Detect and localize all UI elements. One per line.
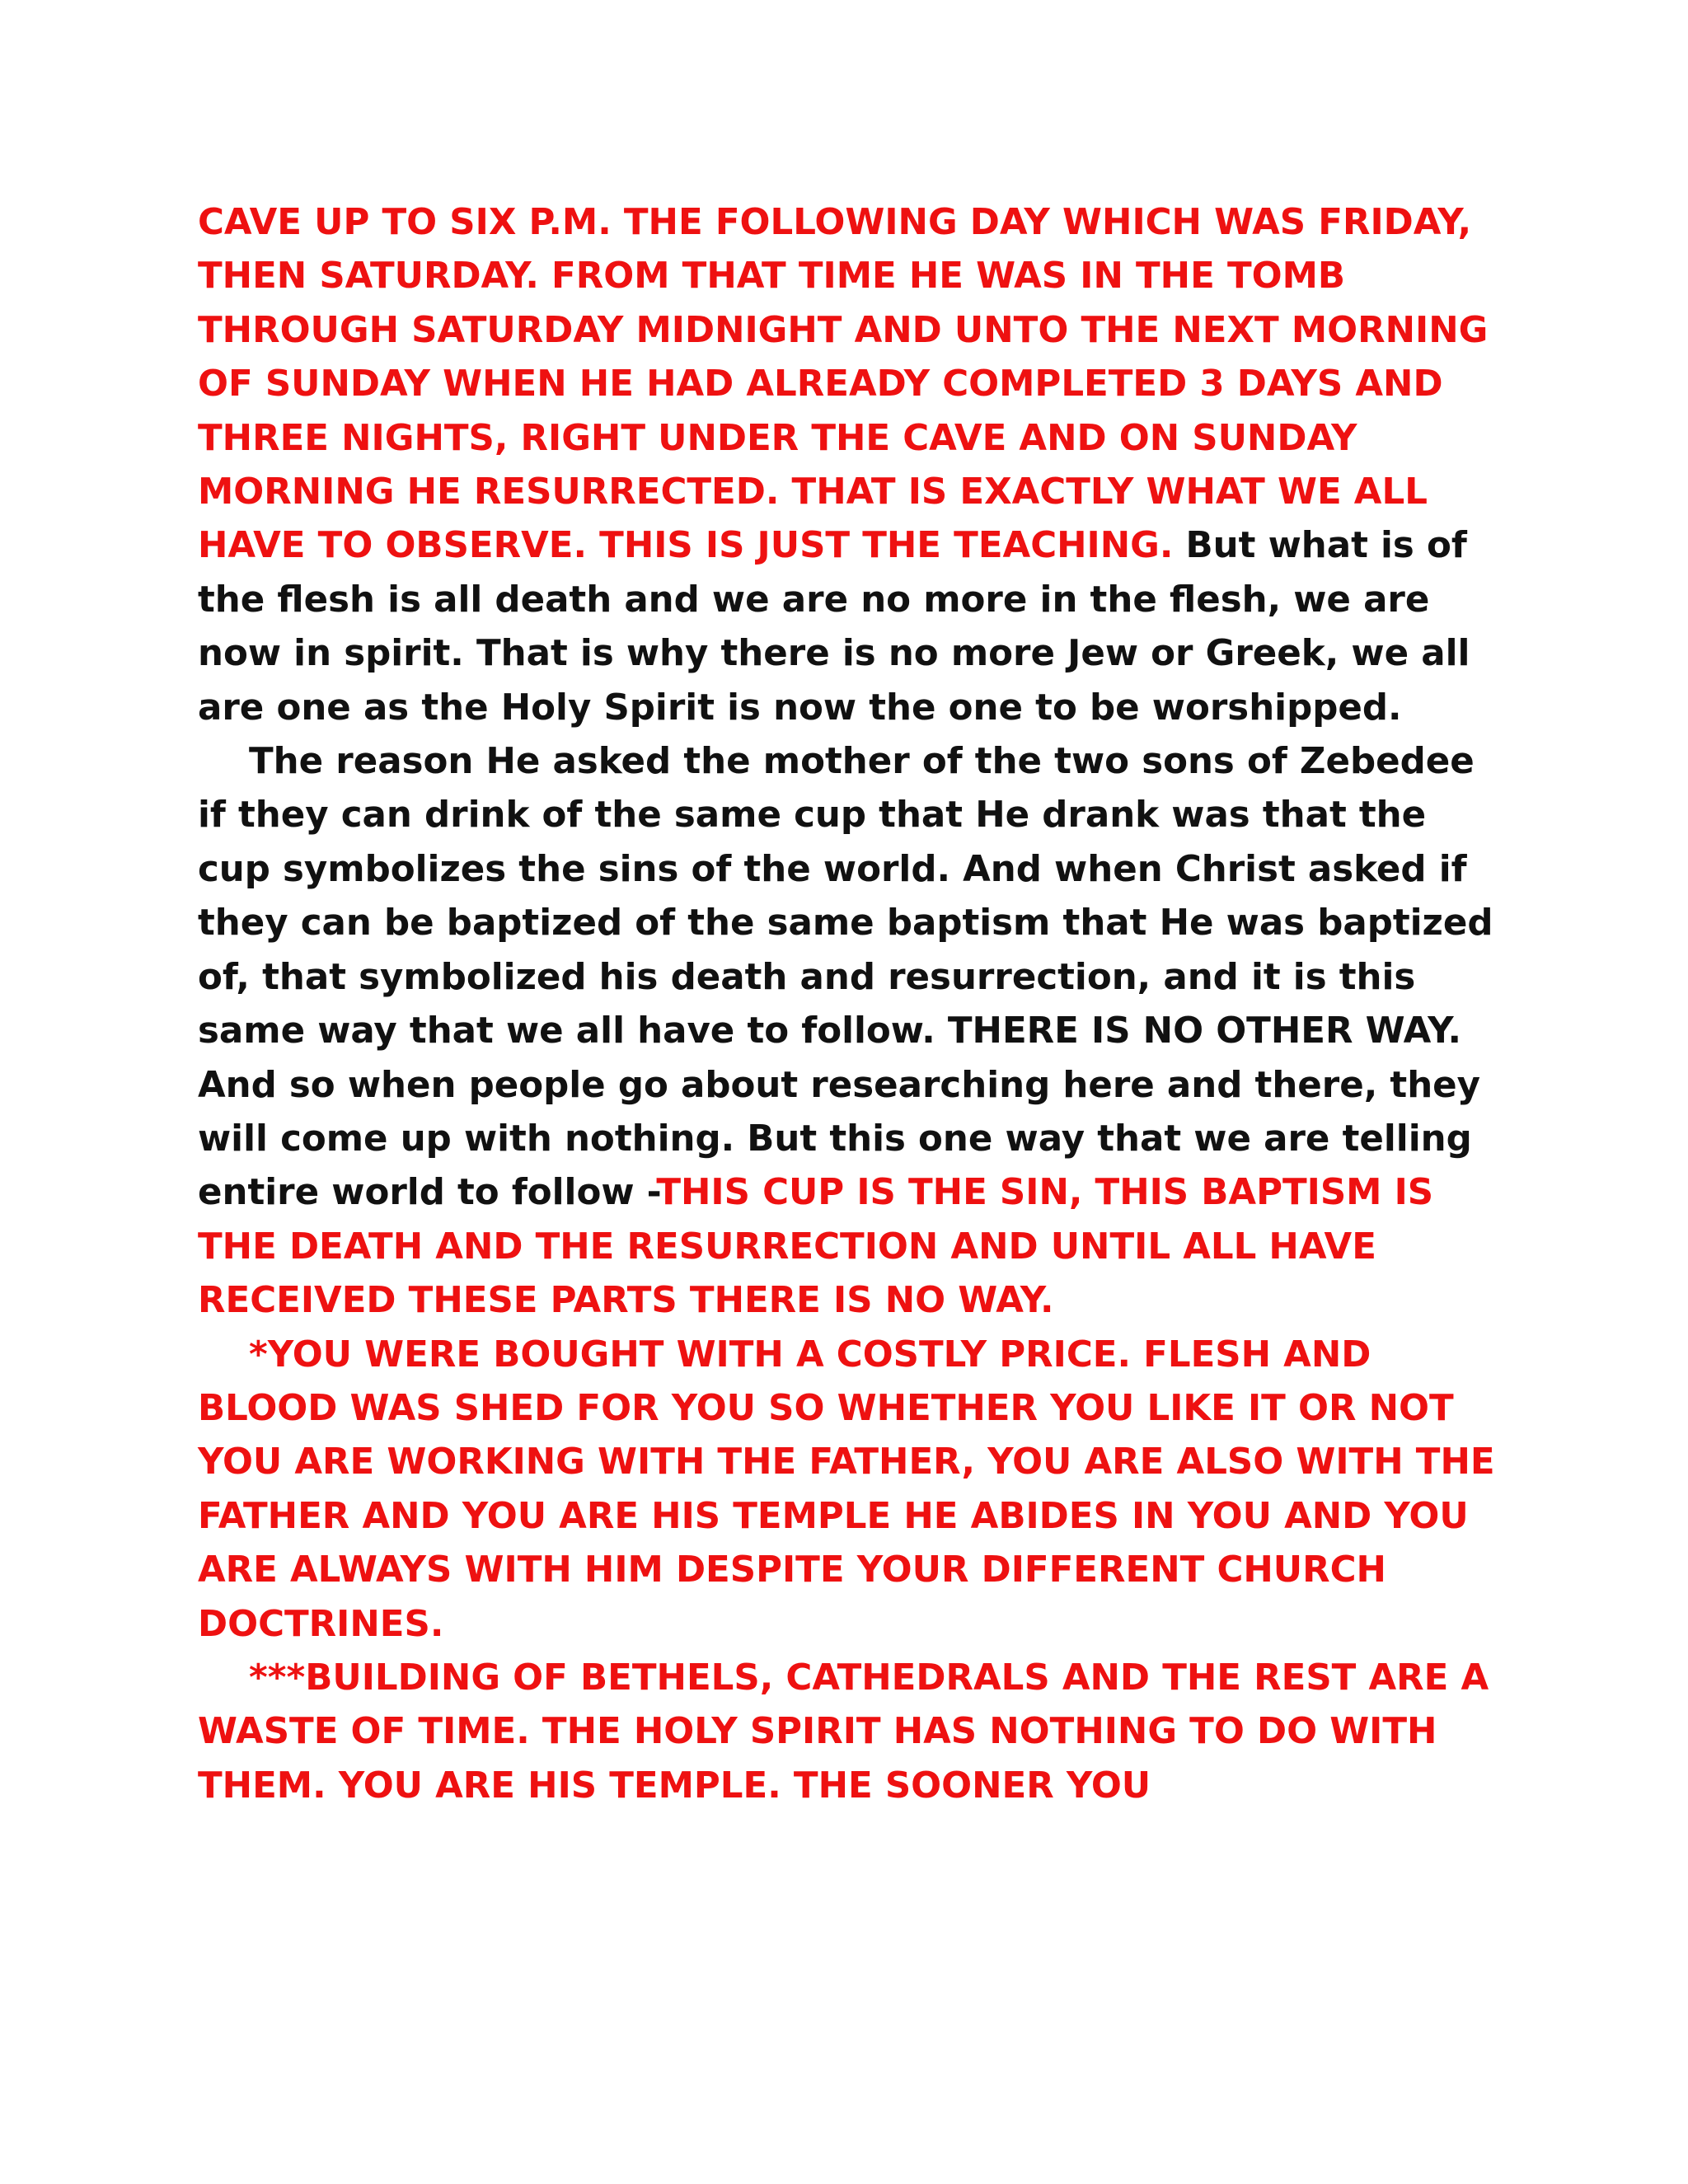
paragraph-2 [198,735,1500,1328]
emphasis-text: *YOU WERE BOUGHT WITH A COSTLY PRICE. FLESH AND BLOOD WAS SHED FOR YOU SO WHETHER YOU LIKE IT OR NOT YOU ARE WORKING WITH THE FATHER, YOU ARE ALSO WITH THE FATHER AND YOU ARE HIS TEMPLE HE ABIDES IN YOU AND YOU ARE ALWAYS WITH HIM DESPITE YOUR DIFFERENT CHURCH DOCTRINES. [198,1333,1495,1645]
emphasis-text: ***BUILDING OF BETHELS, CATHEDRALS AND THE REST ARE A WASTE OF TIME. THE HOLY SPIRIT HAS NOTHING TO DO WITH THEM. YOU ARE HIS TEMPLE. THE SOONER YOU [198,1657,1489,1807]
paragraph-4 [198,1652,1500,1813]
emphasis-text: THIS CUP IS THE SIN, THIS BAPTISM IS THE DEATH AND THE RESURRECTION AND UNTIL ALL HAVE RECEIVED THESE PARTS THERE IS NO WAY. [198,1172,1434,1322]
body-text: The reason He asked the mother of the two sons of Zebedee if they can drink of the same cup that He drank was that the cup symbolizes the sins of the world. And when Christ asked if they can be baptized of the same baptism that He was baptized of, that symbolized his death and resurrection, and it is this same way that we all have to follow. THERE IS NO OTHER WAY. And so when people go about researching here and there, they will come up with nothing. But this one way that we are telling entire world to follow - [198,741,1493,1214]
document-page [198,196,1500,1813]
body-text: But what is of the flesh is all death and we are no more in the flesh, we are now in spirit. That is why there is no more Jew or Greek, we all are one as the Holy Spirit is now the one to be worshipped. [198,525,1470,729]
paragraph-1 [198,196,1500,735]
paragraph-3 [198,1329,1500,1652]
emphasis-text: CAVE UP TO SIX P.M. THE FOLLOWING DAY WHICH WAS FRIDAY, THEN SATURDAY. FROM THAT TIME HE WAS IN THE TOMB THROUGH SATURDAY MIDNIGHT AND UNTO THE NEXT MORNING OF SUNDAY WHEN HE HAD ALREADY COMPLETED 3 DAYS AND THREE NIGHTS, RIGHT UNDER THE CAVE AND ON SUNDAY MORNING HE RESURRECTED. THAT IS EXACTLY WHAT WE ALL HAVE TO OBSERVE. THIS IS JUST THE TEACHING. [198,202,1489,567]
